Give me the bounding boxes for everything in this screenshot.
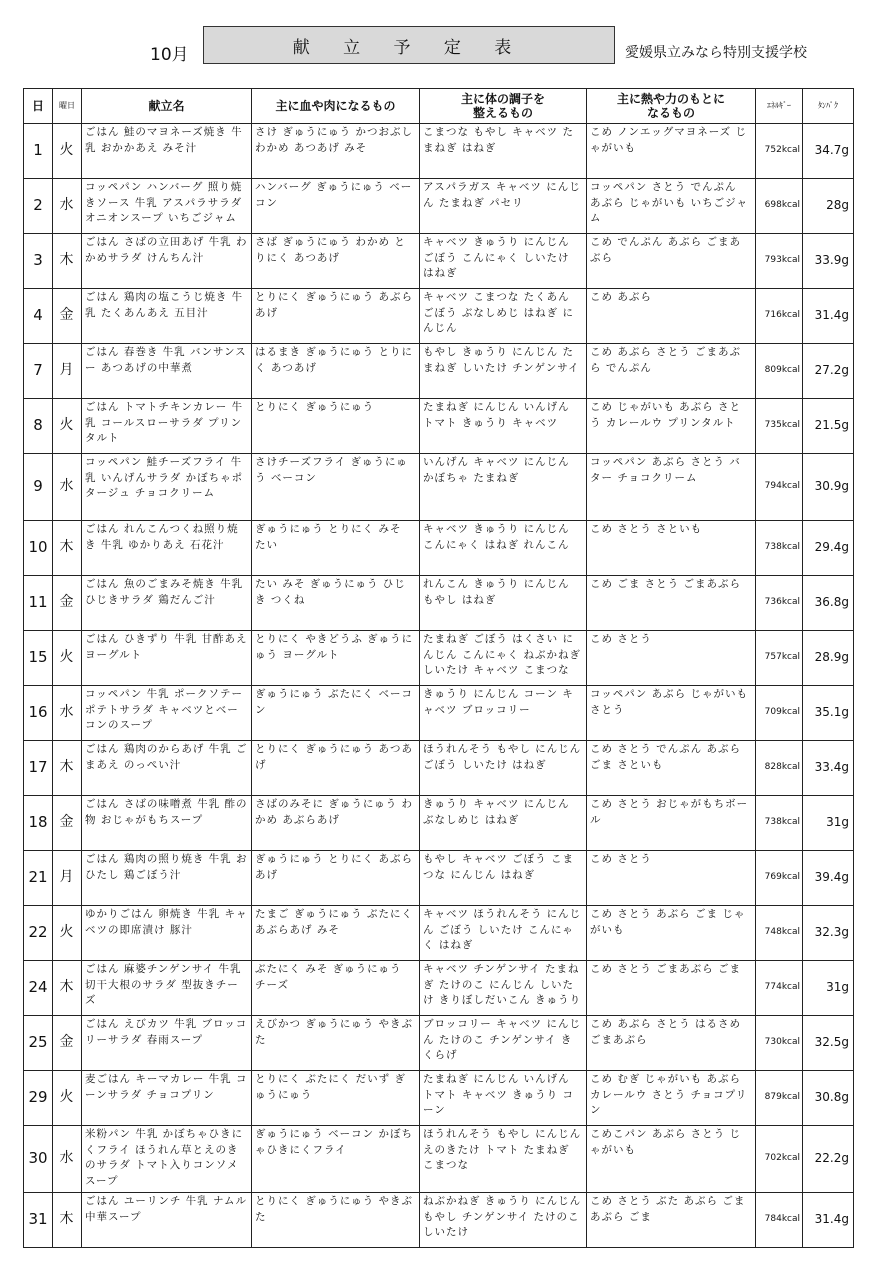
weekday-cell: 木 [53, 961, 82, 1016]
day-cell: 25 [24, 1016, 53, 1071]
header-weekday: 曜日 [53, 89, 82, 124]
kcal-cell: 716kcal [756, 289, 803, 344]
day-cell: 3 [24, 234, 53, 289]
header-day: 日 [24, 89, 53, 124]
condition-cell: キャベツ チンゲンサイ たまねぎ たけのこ にんじん しいたけ きりぼしだいこん きゅうり [420, 961, 587, 1016]
blood-meat-cell: さけチーズフライ ぎゅうにゅう ベーコン [252, 454, 420, 521]
energy-cell: コッペパン あぶら さとう バター チョコクリーム [587, 454, 756, 521]
protein-cell: 34.7g [803, 124, 854, 179]
kcal-cell: 748kcal [756, 906, 803, 961]
menu-cell: ごはん ひきずり 牛乳 甘酢あえ ヨーグルト [82, 631, 252, 686]
weekday-cell: 金 [53, 576, 82, 631]
header-energy-line1: 主に熱や力のもとに [616, 92, 725, 106]
condition-cell: こまつな もやし キャベツ たまねぎ はねぎ [420, 124, 587, 179]
protein-cell: 30.8g [803, 1071, 854, 1126]
table-row [24, 961, 854, 1016]
day-cell: 7 [24, 344, 53, 399]
day-cell: 10 [24, 521, 53, 576]
energy-cell: こめ さとう [587, 851, 756, 906]
energy-cell: こめ さとう でんぷん あぶら ごま さといも [587, 741, 756, 796]
header-energy-line2: なるもの [646, 106, 695, 120]
day-cell: 1 [24, 124, 53, 179]
menu-cell: ごはん ユーリンチ 牛乳 ナムル 中華スープ [82, 1193, 252, 1248]
kcal-cell: 757kcal [756, 631, 803, 686]
protein-cell: 32.5g [803, 1016, 854, 1071]
protein-cell: 31g [803, 961, 854, 1016]
protein-cell: 31g [803, 796, 854, 851]
day-cell: 21 [24, 851, 53, 906]
blood-meat-cell: えびかつ ぎゅうにゅう やきぶた [252, 1016, 420, 1071]
weekday-cell: 金 [53, 1016, 82, 1071]
day-cell: 29 [24, 1071, 53, 1126]
header-protein: ﾀﾝﾊﾟｸ [803, 89, 854, 124]
energy-cell: こめ ノンエッグマヨネーズ じゃがいも [587, 124, 756, 179]
protein-cell: 36.8g [803, 576, 854, 631]
protein-cell: 30.9g [803, 454, 854, 521]
condition-cell: キャベツ きゅうり にんじん ごぼう こんにゃく しいたけ はねぎ [420, 234, 587, 289]
kcal-cell: 735kcal [756, 399, 803, 454]
table-row [24, 851, 854, 906]
table-row [24, 741, 854, 796]
page-title [203, 26, 615, 64]
kcal-cell: 828kcal [756, 741, 803, 796]
header-blood-meat: 主に血や肉になるもの [252, 89, 420, 124]
weekday-cell: 木 [53, 234, 82, 289]
condition-cell: アスパラガス キャベツ にんじん たまねぎ パセリ [420, 179, 587, 234]
table-row [24, 1016, 854, 1071]
condition-cell: れんこん きゅうり にんじん もやし はねぎ [420, 576, 587, 631]
weekday-cell: 火 [53, 906, 82, 961]
energy-cell: こめ さとう あぶら ごま じゃがいも [587, 906, 756, 961]
day-cell: 30 [24, 1126, 53, 1193]
condition-cell: ブロッコリー キャベツ にんじん たけのこ チンゲンサイ きくらげ [420, 1016, 587, 1071]
blood-meat-cell: たまご ぎゅうにゅう ぶたにく あぶらあげ みそ [252, 906, 420, 961]
menu-cell: ごはん さばの立田あげ 牛乳 わかめサラダ けんちん汁 [82, 234, 252, 289]
condition-cell: ほうれんそう もやし にんじん ごぼう しいたけ はねぎ [420, 741, 587, 796]
blood-meat-cell: ぎゅうにゅう ぶたにく ベーコン [252, 686, 420, 741]
menu-cell: コッペパン 牛乳 ポークソテー ポテトサラダ キャベツとベーコンのスープ [82, 686, 252, 741]
header-kcal: ｴﾈﾙｷﾞｰ [756, 89, 803, 124]
condition-cell: もやし キャベツ ごぼう こまつな にんじん はねぎ [420, 851, 587, 906]
weekday-cell: 水 [53, 179, 82, 234]
kcal-cell: 738kcal [756, 521, 803, 576]
blood-meat-cell: ぎゅうにゅう とりにく みそ たい [252, 521, 420, 576]
menu-cell: ごはん えびカツ 牛乳 ブロッコリーサラダ 春雨スープ [82, 1016, 252, 1071]
day-cell: 17 [24, 741, 53, 796]
kcal-cell: 784kcal [756, 1193, 803, 1248]
page-title-text: 献 立 予 定 表 [292, 37, 526, 58]
menu-cell: ごはん れんこんつくね照り焼き 牛乳 ゆかりあえ 石花汁 [82, 521, 252, 576]
protein-cell: 35.1g [803, 686, 854, 741]
month-label: 10月 [150, 45, 189, 65]
protein-cell: 22.2g [803, 1126, 854, 1193]
table-row [24, 906, 854, 961]
protein-cell: 32.3g [803, 906, 854, 961]
weekday-cell: 金 [53, 796, 82, 851]
blood-meat-cell: とりにく ぶたにく だいず ぎゅうにゅう [252, 1071, 420, 1126]
energy-cell: こめ あぶら [587, 289, 756, 344]
kcal-cell: 736kcal [756, 576, 803, 631]
weekday-cell: 火 [53, 399, 82, 454]
blood-meat-cell: とりにく ぎゅうにゅう あつあげ [252, 741, 420, 796]
energy-cell: こめ でんぷん あぶら ごまあぶら [587, 234, 756, 289]
menu-cell: コッペパン ハンバーグ 照り焼きソース 牛乳 アスパラサラダ オニオンスープ いちごジャム [82, 179, 252, 234]
condition-cell: キャベツ きゅうり にんじん こんにゃく はねぎ れんこん [420, 521, 587, 576]
weekday-cell: 木 [53, 1193, 82, 1248]
blood-meat-cell: はるまき ぎゅうにゅう とりにく あつあげ [252, 344, 420, 399]
energy-cell: こめこパン あぶら さとう じゃがいも [587, 1126, 756, 1193]
energy-cell: こめ さとう ごまあぶら ごま [587, 961, 756, 1016]
day-cell: 4 [24, 289, 53, 344]
energy-cell: コッペパン さとう でんぷん あぶら じゃがいも いちごジャム [587, 179, 756, 234]
header-condition-line2: 整えるもの [472, 106, 533, 120]
energy-cell: こめ さとう [587, 631, 756, 686]
weekday-cell: 木 [53, 741, 82, 796]
condition-cell: ねぶかねぎ きゅうり にんじん もやし チンゲンサイ たけのこ しいたけ [420, 1193, 587, 1248]
weekday-cell: 月 [53, 344, 82, 399]
table-row [24, 289, 854, 344]
menu-cell: 米粉パン 牛乳 かぼちゃひきにくフライ ほうれん草とえのきのサラダ トマト入りコンソメスープ [82, 1126, 252, 1193]
blood-meat-cell: とりにく ぎゅうにゅう やきぶた [252, 1193, 420, 1248]
energy-cell: こめ あぶら さとう はるさめ ごまあぶら [587, 1016, 756, 1071]
condition-cell: ほうれんそう もやし にんじん えのきたけ トマト たまねぎ こまつな [420, 1126, 587, 1193]
menu-table [23, 88, 854, 1248]
day-cell: 18 [24, 796, 53, 851]
day-cell: 24 [24, 961, 53, 1016]
weekday-cell: 月 [53, 851, 82, 906]
protein-cell: 27.2g [803, 344, 854, 399]
condition-cell: たまねぎ ごぼう はくさい にんじん こんにゃく ねぶかねぎ しいたけ キャベツ こまつな [420, 631, 587, 686]
day-cell: 2 [24, 179, 53, 234]
condition-cell: たまねぎ にんじん いんげん トマト きゅうり キャベツ [420, 399, 587, 454]
protein-cell: 33.4g [803, 741, 854, 796]
table-row [24, 399, 854, 454]
day-cell: 9 [24, 454, 53, 521]
menu-cell: ごはん 麻婆チンゲンサイ 牛乳 切干大根のサラダ 型抜きチーズ [82, 961, 252, 1016]
kcal-cell: 769kcal [756, 851, 803, 906]
kcal-cell: 698kcal [756, 179, 803, 234]
condition-cell: いんげん キャベツ にんじん かぼちゃ たまねぎ [420, 454, 587, 521]
kcal-cell: 752kcal [756, 124, 803, 179]
kcal-cell: 738kcal [756, 796, 803, 851]
kcal-cell: 702kcal [756, 1126, 803, 1193]
kcal-cell: 793kcal [756, 234, 803, 289]
table-row [24, 179, 854, 234]
table-row [24, 631, 854, 686]
table-header-row [24, 89, 854, 124]
table-body [24, 124, 854, 1248]
menu-cell: ごはん 春巻き 牛乳 バンサンスー あつあげの中華煮 [82, 344, 252, 399]
header-condition-line1: 主に体の調子を [460, 92, 545, 106]
condition-cell: キャベツ ほうれんそう にんじん ごぼう しいたけ こんにゃく はねぎ [420, 906, 587, 961]
table-row [24, 124, 854, 179]
table-row [24, 796, 854, 851]
energy-cell: こめ ごま さとう ごまあぶら [587, 576, 756, 631]
blood-meat-cell: たい みそ ぎゅうにゅう ひじき つくね [252, 576, 420, 631]
menu-cell: コッペパン 鮭チーズフライ 牛乳 いんげんサラダ かぼちゃポタージュ チョコクリーム [82, 454, 252, 521]
kcal-cell: 809kcal [756, 344, 803, 399]
school-name: 愛媛県立みなら特別支援学校 [625, 45, 807, 61]
energy-cell: こめ さとう おじゃがもちボール [587, 796, 756, 851]
kcal-cell: 879kcal [756, 1071, 803, 1126]
day-cell: 11 [24, 576, 53, 631]
condition-cell: キャベツ こまつな たくあん ごぼう ぶなしめじ はねぎ にんじん [420, 289, 587, 344]
weekday-cell: 火 [53, 1071, 82, 1126]
energy-cell: こめ さとう ぶた あぶら ごまあぶら ごま [587, 1193, 756, 1248]
blood-meat-cell: ぎゅうにゅう ベーコン かぼちゃひきにくフライ [252, 1126, 420, 1193]
condition-cell: もやし きゅうり にんじん たまねぎ しいたけ チンゲンサイ [420, 344, 587, 399]
kcal-cell: 709kcal [756, 686, 803, 741]
blood-meat-cell: さけ ぎゅうにゅう かつおぶし わかめ あつあげ みそ [252, 124, 420, 179]
menu-cell: ごはん さばの味噌煮 牛乳 酢の物 おじゃがもちスープ [82, 796, 252, 851]
protein-cell: 29.4g [803, 521, 854, 576]
protein-cell: 28.9g [803, 631, 854, 686]
energy-cell: こめ じゃがいも あぶら さとう カレールウ プリンタルト [587, 399, 756, 454]
day-cell: 15 [24, 631, 53, 686]
blood-meat-cell: とりにく ぎゅうにゅう [252, 399, 420, 454]
protein-cell: 21.5g [803, 399, 854, 454]
weekday-cell: 水 [53, 686, 82, 741]
condition-cell: きゅうり キャベツ にんじん ぶなしめじ はねぎ [420, 796, 587, 851]
weekday-cell: 火 [53, 631, 82, 686]
blood-meat-cell: ぎゅうにゅう とりにく あぶらあげ [252, 851, 420, 906]
blood-meat-cell: とりにく やきどうふ ぎゅうにゅう ヨーグルト [252, 631, 420, 686]
table-row [24, 344, 854, 399]
energy-cell: コッペパン あぶら じゃがいも さとう [587, 686, 756, 741]
blood-meat-cell: さばのみそに ぎゅうにゅう わかめ あぶらあげ [252, 796, 420, 851]
day-cell: 22 [24, 906, 53, 961]
table-row [24, 576, 854, 631]
blood-meat-cell: とりにく ぎゅうにゅう あぶらあげ [252, 289, 420, 344]
weekday-cell: 金 [53, 289, 82, 344]
table-row [24, 234, 854, 289]
blood-meat-cell: さば ぎゅうにゅう わかめ とりにく あつあげ [252, 234, 420, 289]
weekday-cell: 火 [53, 124, 82, 179]
protein-cell: 28g [803, 179, 854, 234]
blood-meat-cell: ハンバーグ ぎゅうにゅう ベーコン [252, 179, 420, 234]
condition-cell: きゅうり にんじん コーン キャベツ ブロッコリー [420, 686, 587, 741]
table-row [24, 454, 854, 521]
condition-cell: たまねぎ にんじん いんげん トマト キャベツ きゅうり コーン [420, 1071, 587, 1126]
header-energy [587, 89, 756, 124]
menu-cell: ごはん トマトチキンカレー 牛乳 コールスローサラダ プリンタルト [82, 399, 252, 454]
menu-cell: ごはん 鶏肉の塩こうじ焼き 牛乳 たくあんあえ 五目汁 [82, 289, 252, 344]
protein-cell: 31.4g [803, 1193, 854, 1248]
menu-cell: ごはん 鶏肉のからあげ 牛乳 ごまあえ のっぺい汁 [82, 741, 252, 796]
energy-cell: こめ さとう さといも [587, 521, 756, 576]
weekday-cell: 水 [53, 1126, 82, 1193]
header-condition [420, 89, 587, 124]
menu-cell: 麦ごはん キーマカレー 牛乳 コーンサラダ チョコプリン [82, 1071, 252, 1126]
energy-cell: こめ むぎ じゃがいも あぶら カレールウ さとう チョコプリン [587, 1071, 756, 1126]
table-row [24, 686, 854, 741]
menu-cell: ごはん 鮭のマヨネーズ焼き 牛乳 おかかあえ みそ汁 [82, 124, 252, 179]
menu-cell: ごはん 鶏肉の照り焼き 牛乳 おひたし 鶏ごぼう汁 [82, 851, 252, 906]
day-cell: 8 [24, 399, 53, 454]
weekday-cell: 水 [53, 454, 82, 521]
day-cell: 16 [24, 686, 53, 741]
kcal-cell: 794kcal [756, 454, 803, 521]
protein-cell: 39.4g [803, 851, 854, 906]
day-cell: 31 [24, 1193, 53, 1248]
weekday-cell: 木 [53, 521, 82, 576]
blood-meat-cell: ぶたにく みそ ぎゅうにゅう チーズ [252, 961, 420, 1016]
menu-cell: ゆかりごはん 卵焼き 牛乳 キャベツの即席漬け 豚汁 [82, 906, 252, 961]
energy-cell: こめ あぶら さとう ごまあぶら でんぷん [587, 344, 756, 399]
table-row [24, 521, 854, 576]
protein-cell: 33.9g [803, 234, 854, 289]
kcal-cell: 774kcal [756, 961, 803, 1016]
header-menu: 献立名 [82, 89, 252, 124]
table-row [24, 1193, 854, 1248]
protein-cell: 31.4g [803, 289, 854, 344]
table-row [24, 1071, 854, 1126]
kcal-cell: 730kcal [756, 1016, 803, 1071]
table-row [24, 1126, 854, 1193]
menu-cell: ごはん 魚のごまみそ焼き 牛乳 ひじきサラダ 鶏だんご汁 [82, 576, 252, 631]
